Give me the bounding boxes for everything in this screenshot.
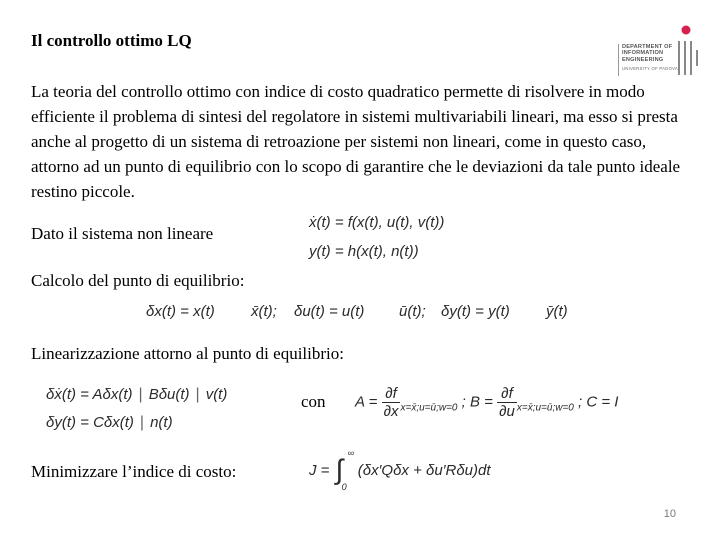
a-denominator: ∂x — [383, 403, 399, 420]
integral-upper: ∞ — [347, 448, 355, 458]
a-subscript: x=x̄;u=ū;w=0 — [400, 402, 458, 414]
state-equation: ẋ(t) = f(x(t), u(t), v(t)) — [309, 214, 445, 231]
a-numerator: ∂f — [382, 385, 401, 403]
a-lhs: A = — [355, 393, 378, 411]
b-subscript: x=x̄;u=ū;w=0 — [516, 402, 574, 414]
linear-state-main: δẋ(t) = Aδx(t) — [46, 386, 133, 403]
linearization-label: Linearizzazione attorno al punto di equilibrio: — [31, 344, 344, 363]
b-lhs: ; B = — [461, 393, 493, 411]
ybar-term: ȳ(t) — [546, 303, 568, 320]
cost-function — [309, 448, 491, 492]
b-numerator: ∂f — [497, 385, 517, 403]
integral-lower: 0 — [341, 482, 347, 492]
department-logo — [618, 22, 704, 80]
con-label: con — [301, 392, 326, 411]
logo-divider — [618, 44, 619, 76]
b-fraction — [497, 385, 517, 420]
slide-title: Il controllo ottimo LQ — [31, 31, 192, 50]
matrix-definitions — [355, 385, 618, 420]
linear-state-equation: δẋ(t) = Aδx(t) | Bδu(t) | v(t) — [46, 386, 228, 403]
cost-body: (δx′Qδx + δu′Rδu)dt — [357, 461, 491, 479]
linear-output-equation: δy(t) = Cδx(t) | n(t) — [46, 414, 173, 431]
output-equation: y(t) = h(x(t), n(t)) — [309, 243, 419, 260]
cost-label: Minimizzare l’indice di costo: — [31, 462, 237, 481]
logo-sub: UNIVERSITY OF PADOVA — [622, 66, 679, 72]
b-denominator: ∂u — [499, 403, 515, 420]
logo-line-3: ENGINEERING — [622, 56, 664, 63]
dy-definition: δy(t) = y(t) — [441, 303, 510, 320]
equilibrium-label: Calcolo del punto di equilibrio: — [31, 271, 245, 290]
integral-sign: ∫ — [335, 454, 344, 485]
c-definition: ; C = I — [578, 393, 619, 411]
linear-output-main: δy(t) = Cδx(t) — [46, 414, 134, 431]
ubar-term: ū(t); — [399, 303, 426, 320]
dx-definition: δx(t) = x(t) — [146, 303, 215, 320]
dei-mark-icon — [678, 22, 704, 80]
cost-lhs: J = — [309, 461, 330, 479]
logo-line-2: INFORMATION — [622, 50, 664, 57]
linear-state-v: v(t) — [205, 386, 228, 403]
intro-paragraph: La teoria del controllo ottimo con indice di costo quadratico permette di risolvere in modo efficiente il problema di sintesi del regolatore in sistemi multivariabili lineari, ma esso si presta anche al progetto di un sistema di retroazione per sistemi non lineari, come in questo caso, attorno ad un punto di equilibrio con lo scopo di garantire che le deviazioni da tale punto ideale restino piccole. — [31, 82, 681, 201]
xbar-term: x̄(t); — [251, 303, 277, 320]
linear-output-n: n(t) — [150, 414, 173, 431]
a-fraction — [382, 385, 401, 420]
page-number: 10 — [663, 508, 676, 520]
linear-state-b: Bδu(t) — [148, 386, 190, 403]
du-definition: δu(t) = u(t) — [294, 303, 365, 320]
system-label: Dato il sistema non lineare — [31, 224, 214, 243]
logo-line-1: DEPARTMENT OF — [622, 44, 673, 50]
